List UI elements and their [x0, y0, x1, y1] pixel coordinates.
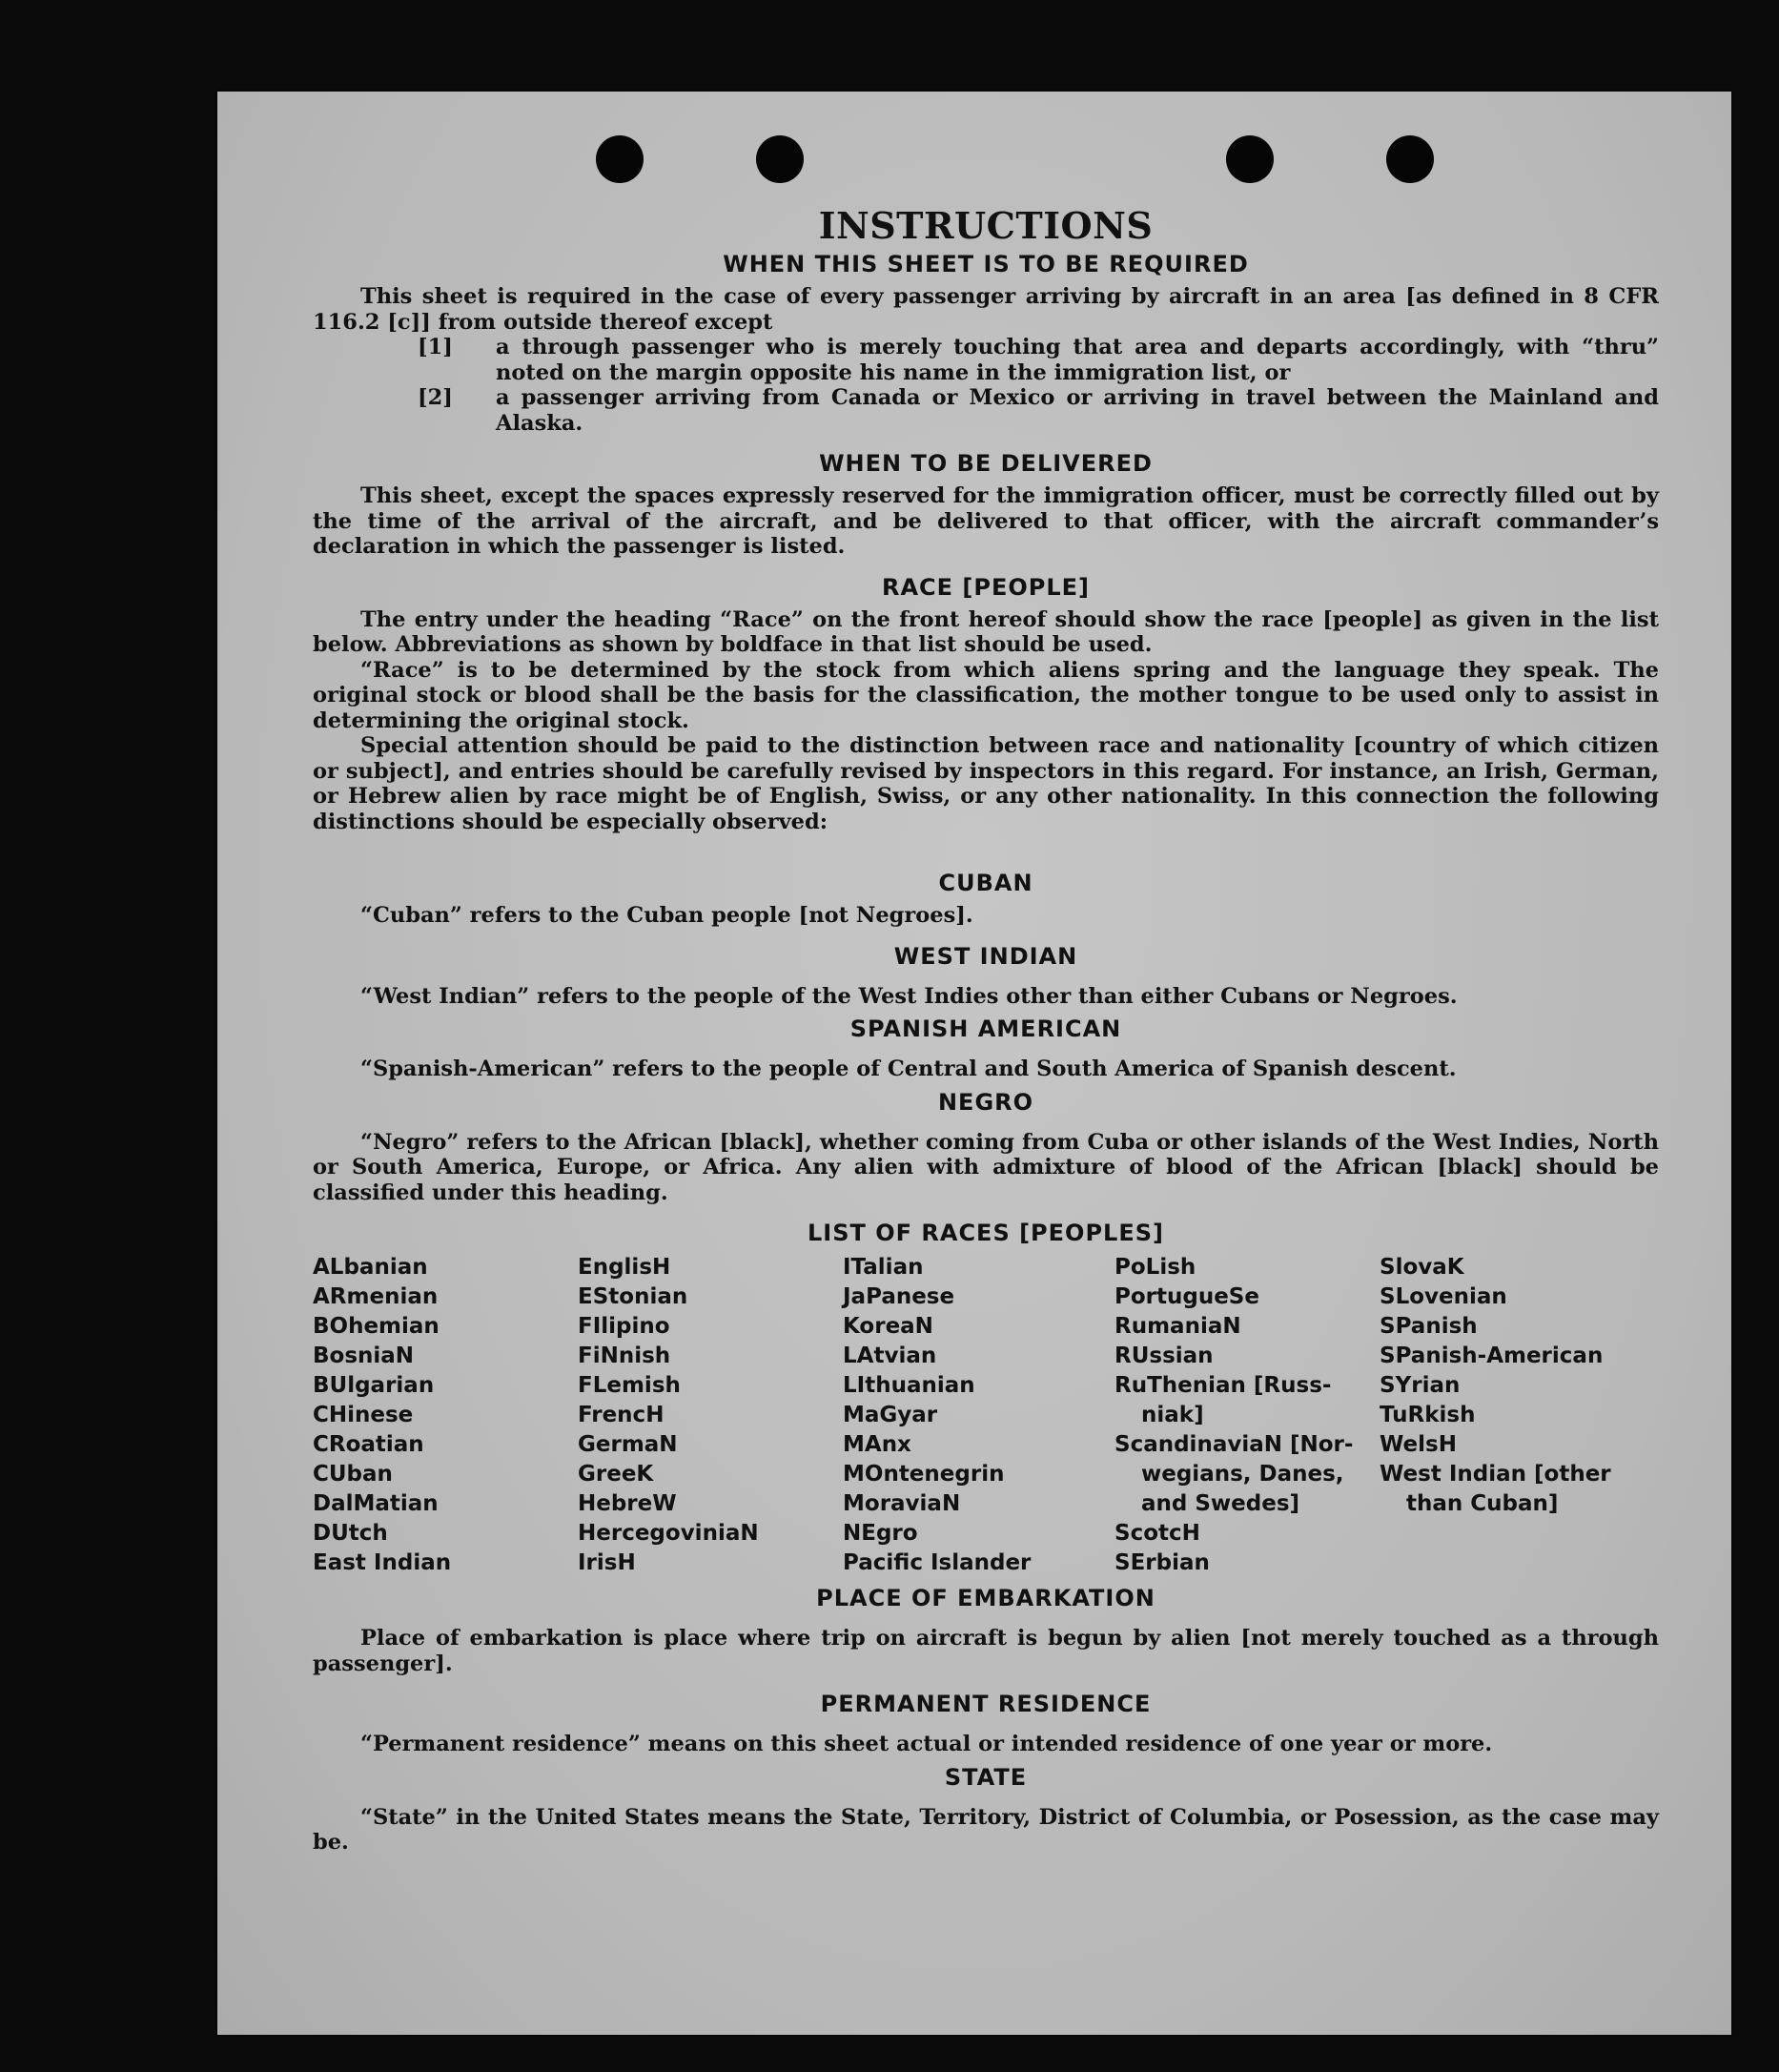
race-entry: Pacific Islander	[843, 1550, 1032, 1575]
race-entry: SPanish	[1380, 1314, 1478, 1339]
exception-number: [1]	[418, 335, 453, 359]
race-entry: ScandinaviaN [Nor- wegians, Danes, and Swedes]	[1114, 1432, 1354, 1516]
heading-cuban: CUBAN	[938, 870, 1033, 896]
exception-number: [2]	[418, 385, 453, 410]
exception-item-2	[418, 385, 1659, 436]
race-entry: FLemish	[578, 1373, 681, 1398]
instructions-content	[313, 204, 1659, 1856]
page-title: INSTRUCTIONS	[818, 204, 1154, 247]
exception-text: a through passenger who is merely touching that area and departs accordingly, with “thru” noted on the margin opposite his name in the immigration list, or	[496, 335, 1659, 385]
race-entry: DalMatian	[313, 1491, 439, 1516]
race-entry: SYrian	[1380, 1373, 1461, 1398]
exception-text: a passenger arriving from Canada or Mexico or arriving in travel between the Mainland and Alaska.	[496, 385, 1659, 436]
race-column	[578, 1253, 843, 1578]
race-entry: EnglisH	[578, 1255, 671, 1280]
race-entry: ScotcH	[1114, 1521, 1200, 1546]
race-entry: TuRkish	[1380, 1403, 1476, 1427]
race-entry: JaPanese	[843, 1284, 955, 1309]
heading-embarkation: PLACE OF EMBARKATION	[816, 1585, 1155, 1611]
race-entry: GreeK	[578, 1462, 654, 1487]
race-entry: SErbian	[1114, 1550, 1210, 1575]
west-indian-text: “West Indian” refers to the people of the West Indies other than either Cubans or Negroes.	[360, 983, 1458, 1009]
race-entry: RumaniaN	[1114, 1314, 1241, 1339]
race-entry: MOntenegrin	[843, 1462, 1005, 1487]
race-entry: CRoatian	[313, 1432, 424, 1457]
race-entry: SLovenian	[1380, 1284, 1507, 1309]
when-delivered-text: This sheet, except the spaces expressly reserved for the immigration officer, must be correctly filled out by the time of the arrival of the aircraft, and be delivered to that officer, with the aircraft commander’s declaration in which the passenger is listed.	[313, 483, 1659, 559]
negro-text: “Negro” refers to the African [black], whether coming from Cuba or other islands of the West Indies, North or South America, Europe, or Africa. Any alien with admixture of blood of the African [black] should be classified under this heading.	[313, 1129, 1659, 1205]
heading-race: RACE [PEOPLE]	[881, 573, 1091, 601]
heading-negro: NEGRO	[937, 1088, 1034, 1116]
race-entry: MAnx	[843, 1432, 911, 1457]
race-entry: PortugueSe	[1114, 1284, 1259, 1309]
race-entry: CUban	[313, 1462, 393, 1487]
heading-when-delivered: WHEN TO BE DELIVERED	[819, 450, 1153, 477]
race-entry: LIthuanian	[843, 1373, 975, 1398]
race-entry: DUtch	[313, 1521, 388, 1546]
race-entry: WelsH	[1380, 1432, 1457, 1457]
race-entry: SlovaK	[1380, 1255, 1464, 1280]
race-column	[1380, 1253, 1659, 1578]
cuban-text: “Cuban” refers to the Cuban people [not Negroes].	[360, 903, 973, 928]
embarkation-text: Place of embarkation is place where trip on aircraft is begun by alien [not merely touched as a through passenger].	[313, 1626, 1659, 1676]
race-entry: FiNnish	[578, 1344, 671, 1368]
race-column	[313, 1253, 578, 1578]
race-entry: BOhemian	[313, 1314, 440, 1339]
punch-hole	[1226, 135, 1274, 183]
race-list	[313, 1253, 1659, 1578]
race-entry: ALbanian	[313, 1255, 428, 1280]
race-entry: SPanish-American	[1380, 1344, 1604, 1368]
race-paragraph-3: Special attention should be paid to the distinction between race and nationality [country of which citizen or subject], and entries should be carefully revised by inspectors in this regard. For instance, an Irish, German, or Hebrew alien by race might be of English, Swiss, or any other nationality. In this connection the following distinctions should be especially observed:	[313, 733, 1659, 834]
race-paragraph-1: The entry under the heading “Race” on the front hereof should show the race [people] as given in the list below. Abbreviations as shown by boldface in that list should be used.	[313, 606, 1659, 657]
heading-when-required: WHEN THIS SHEET IS TO BE REQUIRED	[723, 251, 1249, 277]
punch-hole	[1386, 135, 1434, 183]
race-entry: HercegoviniaN	[578, 1521, 759, 1546]
punch-hole	[596, 135, 644, 183]
race-entry: NEgro	[843, 1521, 918, 1546]
race-entry: KoreaN	[843, 1314, 933, 1339]
race-entry: FIlipino	[578, 1314, 670, 1339]
heading-permanent-residence: PERMANENT RESIDENCE	[820, 1691, 1152, 1717]
race-paragraph-2: “Race” is to be determined by the stock from which aliens spring and the language they speak. The original stock or blood shall be the basis for the classification, the mother tongue to be used only to assist in determining the original stock.	[313, 657, 1659, 733]
document-sheet	[217, 92, 1731, 2035]
race-entry: East Indian	[313, 1550, 452, 1575]
state-text: “State” in the United States means the State, Territory, District of Columbia, or Posession, as the case may be.	[313, 1804, 1659, 1855]
race-entry: GermaN	[578, 1432, 678, 1457]
race-entry: FrencH	[578, 1403, 665, 1427]
race-entry: IrisH	[578, 1550, 636, 1575]
heading-list-of-races: LIST OF RACES [PEOPLES]	[808, 1220, 1164, 1246]
race-entry: PoLish	[1114, 1255, 1196, 1280]
race-entry: RUssian	[1114, 1344, 1214, 1368]
permanent-residence-text: “Permanent residence” means on this sheet actual or intended residence of one year or more.	[360, 1732, 1493, 1756]
race-entry: HebreW	[578, 1491, 677, 1516]
exception-item-1	[418, 335, 1659, 385]
race-entry: ARmenian	[313, 1284, 439, 1309]
heading-state: STATE	[944, 1763, 1028, 1791]
race-entry: ITalian	[843, 1255, 924, 1280]
race-entry: CHinese	[313, 1403, 414, 1427]
race-entry: EStonian	[578, 1284, 688, 1309]
race-entry: BUlgarian	[313, 1373, 435, 1398]
race-column	[1114, 1253, 1380, 1578]
heading-west-indian: WEST INDIAN	[893, 942, 1078, 970]
when-required-intro: This sheet is required in the case of every passenger arriving by aircraft in an area [as defined in 8 CFR 116.2 [c]] from outside thereof except	[313, 284, 1659, 335]
race-entry: West Indian [other than Cuban]	[1380, 1462, 1611, 1516]
race-entry: MaGyar	[843, 1403, 938, 1427]
race-entry: BosniaN	[313, 1344, 415, 1368]
spanish-american-text: “Spanish-American” refers to the people of Central and South America of Spanish descent.	[360, 1057, 1457, 1081]
heading-spanish-american: SPANISH AMERICAN	[849, 1015, 1122, 1042]
race-column	[843, 1253, 1114, 1578]
punch-hole	[756, 135, 804, 183]
race-entry: RuThenian [Russ- niak]	[1114, 1373, 1332, 1427]
race-entry: LAtvian	[843, 1344, 937, 1368]
race-entry: MoraviaN	[843, 1491, 961, 1516]
